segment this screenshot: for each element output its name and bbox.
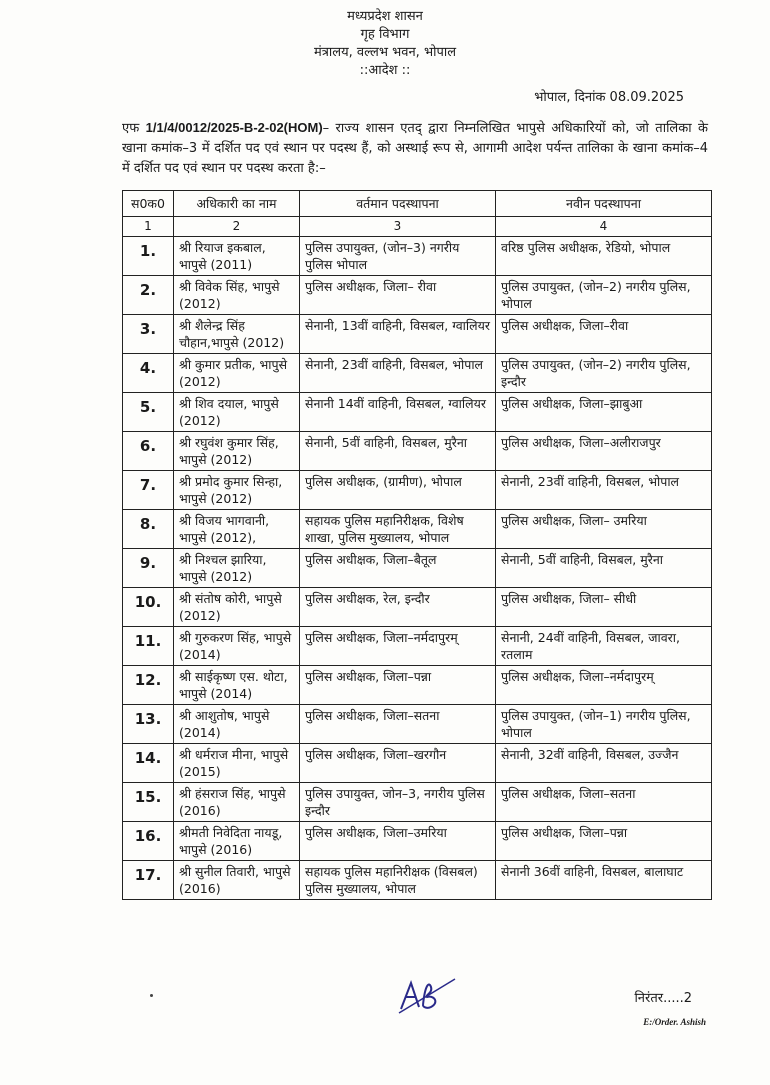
eorder-ref: E:/Order. Ashish [643,1017,706,1027]
table-row [123,705,712,744]
table-row [123,393,712,432]
serial-number: 11. [123,627,174,666]
col-header-current: वर्तमान पदस्थापना [300,191,496,217]
officer-name: श्री साईकृष्ण एस. थोटा, भापुसे (2014) [174,666,300,705]
officer-name: श्री कुमार प्रतीक, भापुसे (2012) [174,354,300,393]
stray-mark [150,994,153,997]
new-posting: पुलिस अधीक्षक, जिला–रीवा [496,315,712,354]
govt-name: मध्यप्रदेश शासन [347,9,423,24]
current-posting: पुलिस अधीक्षक, जिला–उमरिया [300,822,496,861]
officer-name: श्री आशुतोष, भापुसे (2014) [174,705,300,744]
file-number: 1/1/4/0012/2025-B-2-02(HOM) [145,120,323,135]
new-posting: पुलिस उपायुक्त, (जोन–2) नगरीय पुलिस, इन्दौर [496,354,712,393]
table-row [123,861,712,900]
current-posting: सेनानी, 5वीं वाहिनी, विसबल, मुरैना [300,432,496,471]
table-row [123,822,712,861]
officer-name: श्री प्रमोद कुमार सिन्हा, भापुसे (2012) [174,471,300,510]
new-posting: पुलिस उपायुक्त, (जोन–2) नगरीय पुलिस, भोपाल [496,276,712,315]
current-posting: पुलिस अधीक्षक, (ग्रामीण), भोपाल [300,471,496,510]
serial-number: 9. [123,549,174,588]
serial-number: 10. [123,588,174,627]
serial-number: 14. [123,744,174,783]
col-header-name: अधिकारी का नाम [174,191,300,217]
table-row [123,237,712,276]
serial-number: 3. [123,315,174,354]
new-posting: वरिष्ठ पुलिस अधीक्षक, रेडियो, भोपाल [496,237,712,276]
current-posting: पुलिस अधीक्षक, जिला–खरगौन [300,744,496,783]
department-name: गृह विभाग [360,27,410,42]
officer-name: श्री शिव दयाल, भापुसे (2012) [174,393,300,432]
officer-name: श्री विवेक सिंह, भापुसे (2012) [174,276,300,315]
current-posting: पुलिस अधीक्षक, जिला–बैतूल [300,549,496,588]
serial-number: 8. [123,510,174,549]
continued-note: निरंतर.....2 [634,991,692,1006]
col-number: 3 [300,217,496,237]
serial-number: 12. [123,666,174,705]
serial-number: 16. [123,822,174,861]
current-posting: सहायक पुलिस महानिरीक्षक, विशेष शाखा, पुलिस मुख्यालय, भोपाल [300,510,496,549]
current-posting: पुलिस अधीक्षक, जिला–सतना [300,705,496,744]
officer-name: श्री शैलेन्द्र सिंह चौहान,भापुसे (2012) [174,315,300,354]
current-posting: सहायक पुलिस महानिरीक्षक (विसबल) पुलिस मुख्यालय, भोपाल [300,861,496,900]
order-text: – राज्य शासन एतद् द्वारा निम्नलिखित भापुसे अधिकारियों को, जो तालिका के खाना कमांक–3 में दर्शित पद एवं स्थान पर पदस्थ हैं, को अस्थाई रूप से, आगामी आदेश पर्यन्त तालिका के खाना कमांक–4 में दर्शित पद एवं स्थान पर पदस्थ करता है:– [122,121,708,176]
officer-name: श्री रघुवंश कुमार सिंह, भापुसे (2012) [174,432,300,471]
serial-number: 5. [123,393,174,432]
serial-number: 1. [123,237,174,276]
current-posting: पुलिस अधीक्षक, रेल, इन्दौर [300,588,496,627]
officer-name: श्री निश्चल झारिया, भापुसे (2012) [174,549,300,588]
serial-number: 2. [123,276,174,315]
officer-name: श्री संतोष कोरी, भापुसे (2012) [174,588,300,627]
col-number: 1 [123,217,174,237]
table-row [123,432,712,471]
office-address: मंत्रालय, वल्लभ भवन, भोपाल [313,45,457,60]
col-number: 4 [496,217,712,237]
current-posting: सेनानी 14वीं वाहिनी, विसबल, ग्वालियर [300,393,496,432]
current-posting: पुलिस अधीक्षक, जिला–पन्ना [300,666,496,705]
table-header-row [123,191,712,217]
new-posting: पुलिस अधीक्षक, जिला– सीधी [496,588,712,627]
current-posting: पुलिस अधीक्षक, जिला–नर्मदापुरम् [300,627,496,666]
order-body [122,118,708,179]
table-row [123,354,712,393]
table-row [123,783,712,822]
new-posting: पुलिस अधीक्षक, जिला–पन्ना [496,822,712,861]
table-row [123,510,712,549]
new-posting: पुलिस अधीक्षक, जिला–सतना [496,783,712,822]
new-posting: सेनानी, 23वीं वाहिनी, विसबल, भोपाल [496,471,712,510]
current-posting: सेनानी, 23वीं वाहिनी, विसबल, भोपाल [300,354,496,393]
table-row [123,471,712,510]
officer-name: श्री गुरुकरण सिंह, भापुसे (2014) [174,627,300,666]
current-posting: पुलिस उपायुक्त, जोन–3, नगरीय पुलिस इन्दौर [300,783,496,822]
new-posting: पुलिस अधीक्षक, जिला– उमरिया [496,510,712,549]
new-posting: सेनानी, 24वीं वाहिनी, विसबल, जावरा, रतलाम [496,627,712,666]
signature [395,975,465,1015]
col-header-new: नवीन पदस्थापना [496,191,712,217]
new-posting: पुलिस अधीक्षक, जिला–झाबुआ [496,393,712,432]
serial-number: 6. [123,432,174,471]
letterhead [0,8,770,80]
serial-number: 17. [123,861,174,900]
current-posting: पुलिस अधीक्षक, जिला– रीवा [300,276,496,315]
new-posting: पुलिस उपायुक्त, (जोन–1) नगरीय पुलिस, भोपाल [496,705,712,744]
new-posting: सेनानी, 5वीं वाहिनी, विसबल, मुरैना [496,549,712,588]
serial-number: 13. [123,705,174,744]
order-heading: ::आदेश :: [359,63,411,78]
new-posting: पुलिस अधीक्षक, जिला–अलीराजपुर [496,432,712,471]
officer-name: श्री सुनील तिवारी, भापुसे (2016) [174,861,300,900]
new-posting: पुलिस अधीक्षक, जिला–नर्मदापुरम् [496,666,712,705]
column-number-row [123,217,712,237]
officer-name: श्री रियाज इकबाल, भापुसे (2011) [174,237,300,276]
table-row [123,549,712,588]
officer-name: श्री विजय भागवानी, भापुसे (2012), [174,510,300,549]
new-posting: सेनानी 36वीं वाहिनी, विसबल, बालाघाट [496,861,712,900]
order-prefix: एफ [122,121,140,136]
officer-name: श्री धर्मराज मीना, भापुसे (2015) [174,744,300,783]
table-row [123,744,712,783]
col-header-sn: स0क0 [123,191,174,217]
table-row [123,627,712,666]
serial-number: 15. [123,783,174,822]
table-row [123,276,712,315]
table-row [123,315,712,354]
transfer-table [122,190,712,900]
serial-number: 7. [123,471,174,510]
officer-name: श्री हंसराज सिंह, भापुसे (2016) [174,783,300,822]
current-posting: पुलिस उपायुक्त, (जोन–3) नगरीय पुलिस भोपाल [300,237,496,276]
table-row [123,588,712,627]
officer-name: श्रीमती निवेदिता नायडू, भापुसे (2016) [174,822,300,861]
serial-number: 4. [123,354,174,393]
table-body [123,237,712,900]
new-posting: सेनानी, 32वीं वाहिनी, विसबल, उज्जैन [496,744,712,783]
col-number: 2 [174,217,300,237]
current-posting: सेनानी, 13वीं वाहिनी, विसबल, ग्वालियर [300,315,496,354]
table-row [123,666,712,705]
order-date: भोपाल, दिनांक 08.09.2025 [534,90,684,105]
